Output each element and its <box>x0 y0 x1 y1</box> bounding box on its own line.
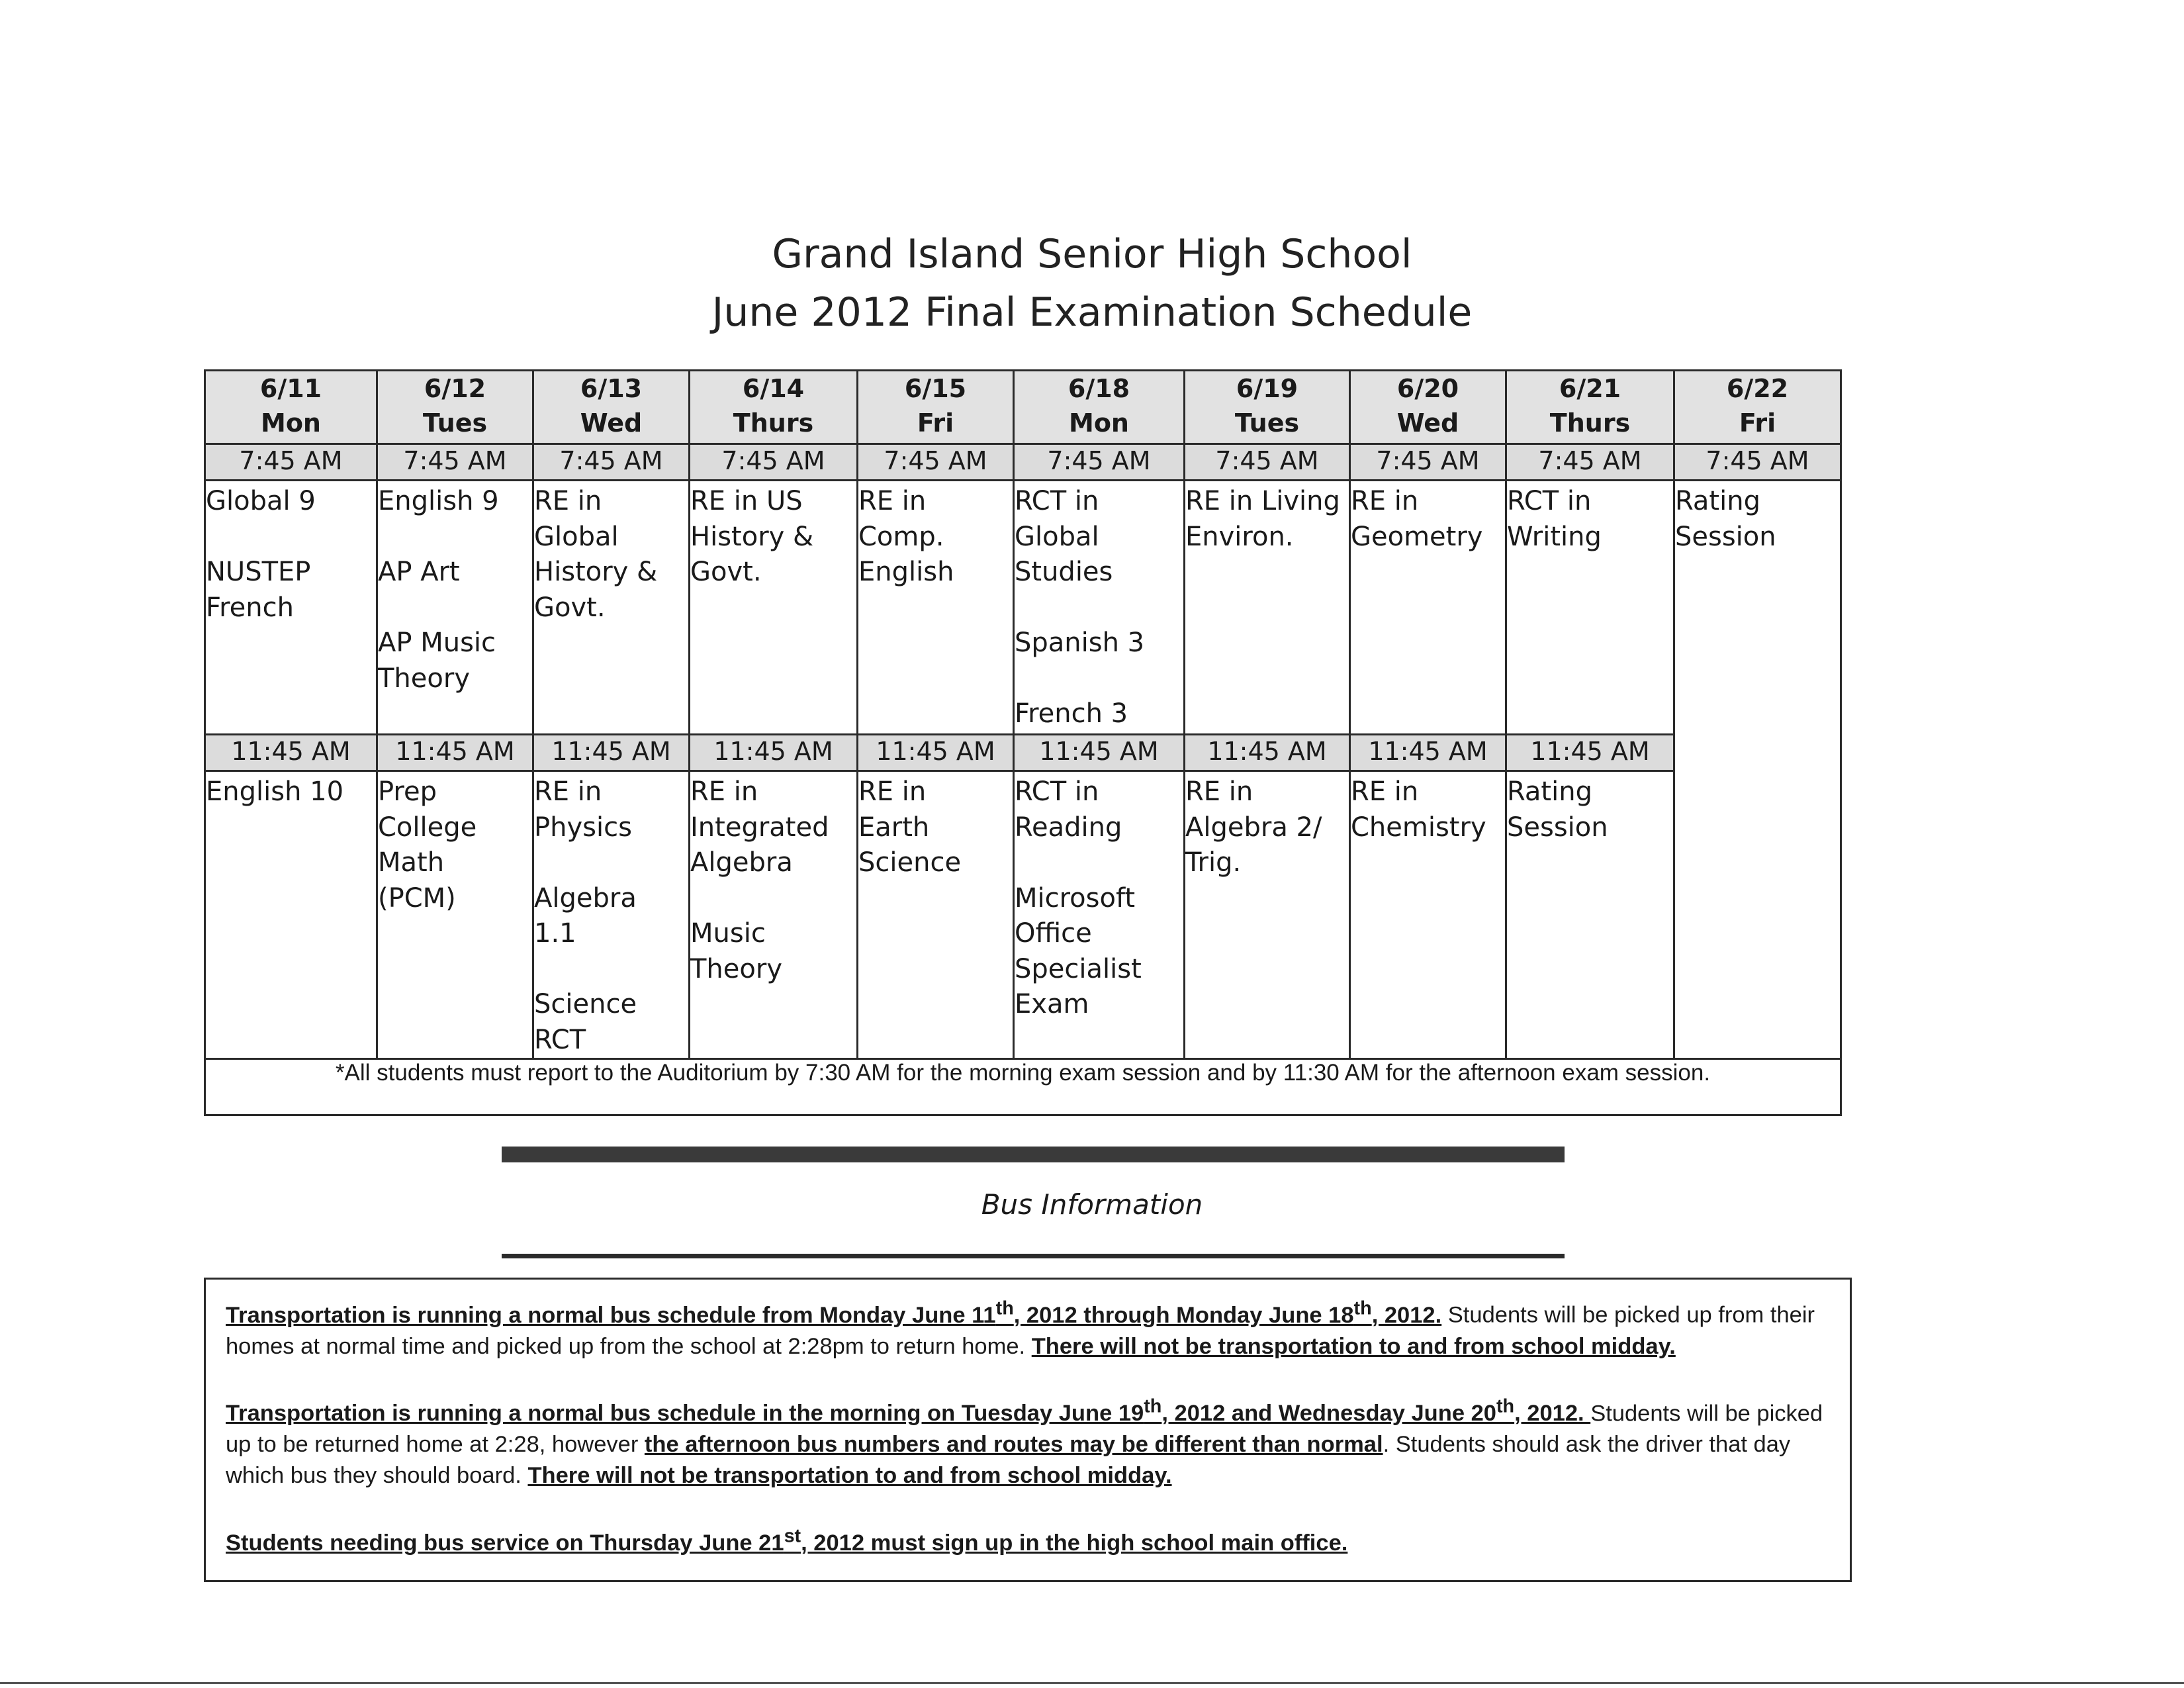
exam-cell <box>1185 771 1350 1059</box>
exam-entry: English 9 <box>378 486 499 516</box>
exam-entry: RE in Global History & Govt. <box>534 486 658 623</box>
afternoon-time: 11:45 AM <box>533 735 690 771</box>
exam-cell <box>205 481 377 735</box>
bus-emphasis: Transportation is running a normal bus schedule from Monday June 11th, 2012 through Monday June 18th, 2012. <box>226 1297 1442 1328</box>
exam-entry: Rating Session <box>1507 776 1608 843</box>
exam-cell <box>1350 481 1506 735</box>
bus-info-box <box>204 1278 1852 1582</box>
exam-cell <box>533 481 690 735</box>
note-row <box>205 1059 1841 1115</box>
afternoon-time: 11:45 AM <box>858 735 1014 771</box>
exam-cell <box>858 771 1014 1059</box>
bus-emphasis: Students needing bus service on Thursday June 21st, 2012 must sign up in the high school main office. <box>226 1525 1348 1556</box>
day-header: 6/12 Tues <box>377 371 533 444</box>
exam-entry: RE in Living Environ. <box>1185 486 1340 552</box>
exam-entry: AP Art <box>378 557 460 587</box>
exam-cell <box>1185 481 1350 735</box>
exam-entry: Science RCT <box>534 989 637 1055</box>
day-header: 6/21 Thurs <box>1506 371 1674 444</box>
bus-emphasis: There will not be transportation to and from school midday. <box>527 1463 1172 1488</box>
day-header: 6/20 Wed <box>1350 371 1506 444</box>
morning-time: 7:45 AM <box>1350 444 1506 481</box>
bus-emphasis: the afternoon bus numbers and routes may be different than normal <box>644 1432 1383 1457</box>
afternoon-time: 11:45 AM <box>690 735 858 771</box>
exam-entry: RCT in Writing <box>1507 486 1602 552</box>
page-subtitle: June 2012 Final Examination Schedule <box>711 289 1473 336</box>
afternoon-time: 11:45 AM <box>1350 735 1506 771</box>
exam-entry: RCT in Global Studies <box>1015 486 1113 587</box>
afternoon-exams-row <box>205 771 1841 1059</box>
bus-emphasis: Transportation is running a normal bus schedule in the morning on Tuesday June 19th, 2012 and Wednesday June 20th, 2012. <box>226 1395 1591 1426</box>
exam-cell <box>377 481 533 735</box>
morning-time: 7:45 AM <box>1674 444 1841 481</box>
exam-cell <box>1014 771 1185 1059</box>
morning-time: 7:45 AM <box>205 444 377 481</box>
exam-entry: Spanish 3 <box>1015 628 1145 658</box>
exam-entry: RE in Chemistry <box>1351 776 1486 843</box>
exam-cell <box>1506 481 1674 735</box>
bus-emphasis: There will not be transportation to and from school midday. <box>1031 1333 1676 1359</box>
afternoon-time-row <box>205 735 1841 771</box>
afternoon-time: 11:45 AM <box>1185 735 1350 771</box>
divider-bar <box>502 1254 1565 1258</box>
morning-exams-row <box>205 481 1841 735</box>
afternoon-time: 11:45 AM <box>1014 735 1185 771</box>
exam-entry: NUSTEP French <box>206 557 311 623</box>
day-header: 6/22 Fri <box>1674 371 1841 444</box>
exam-entry: RE in Geometry <box>1351 486 1483 552</box>
exam-cell <box>1674 481 1841 1059</box>
exam-entry: Global 9 <box>206 486 316 516</box>
morning-time: 7:45 AM <box>858 444 1014 481</box>
page-title: Grand Island Senior High School <box>772 231 1412 277</box>
morning-time-row <box>205 444 1841 481</box>
exam-cell <box>377 771 533 1059</box>
exam-entry: AP Music Theory <box>378 628 496 694</box>
exam-entry: RE in Integrated Algebra <box>690 776 829 878</box>
afternoon-time: 11:45 AM <box>205 735 377 771</box>
bus-info-heading: Bus Information <box>981 1188 1203 1221</box>
exam-entry: Algebra 1.1 <box>534 882 637 949</box>
exam-entry: Microsoft Office Specialist Exam <box>1015 882 1142 1019</box>
morning-time: 7:45 AM <box>1185 444 1350 481</box>
exam-cell <box>690 481 858 735</box>
exam-cell <box>533 771 690 1059</box>
afternoon-time: 11:45 AM <box>1506 735 1674 771</box>
exam-entry: French 3 <box>1015 698 1128 729</box>
bus-paragraph-2 <box>226 1391 1830 1492</box>
exam-entry: RE in US History & Govt. <box>690 486 814 587</box>
exam-entry: Rating Session <box>1675 486 1776 552</box>
exam-cell <box>1014 481 1185 735</box>
afternoon-time: 11:45 AM <box>377 735 533 771</box>
exam-entry: RE in Physics <box>534 776 632 843</box>
exam-entry: Music Theory <box>690 918 782 984</box>
day-header-row <box>205 371 1841 444</box>
morning-time: 7:45 AM <box>1506 444 1674 481</box>
exam-cell <box>690 771 858 1059</box>
bus-text: Students will be picked up to be returned home at 2:28, however <box>226 1401 1823 1457</box>
exam-entry: RE in Algebra 2/ Trig. <box>1185 776 1322 878</box>
morning-time: 7:45 AM <box>377 444 533 481</box>
exam-cell <box>1350 771 1506 1059</box>
day-header: 6/18 Mon <box>1014 371 1185 444</box>
bus-paragraph-1 <box>226 1293 1830 1362</box>
bus-paragraph-3 <box>226 1521 1830 1559</box>
divider-bar <box>502 1147 1565 1162</box>
bus-text: Students will be picked up from their homes at normal time and picked up from the school at 2:28pm to return home. <box>226 1302 1815 1359</box>
morning-time: 7:45 AM <box>690 444 858 481</box>
exam-entry: RCT in Reading <box>1015 776 1122 843</box>
exam-entry: RE in Earth Science <box>858 776 962 878</box>
exam-schedule-table <box>204 369 1842 1116</box>
day-header: 6/19 Tues <box>1185 371 1350 444</box>
morning-time: 7:45 AM <box>533 444 690 481</box>
page-edge-line <box>0 1682 2184 1684</box>
exam-entry: RE in Comp. English <box>858 486 954 587</box>
exam-entry: English 10 <box>206 776 344 807</box>
day-header: 6/15 Fri <box>858 371 1014 444</box>
morning-time: 7:45 AM <box>1014 444 1185 481</box>
exam-cell <box>858 481 1014 735</box>
exam-entry: Prep College Math (PCM) <box>378 776 477 914</box>
day-header: 6/11 Mon <box>205 371 377 444</box>
day-header: 6/13 Wed <box>533 371 690 444</box>
day-header: 6/14 Thurs <box>690 371 858 444</box>
exam-cell <box>205 771 377 1059</box>
exam-cell <box>1506 771 1674 1059</box>
bus-text: . Students should ask the driver that day which bus they should board. <box>226 1432 1791 1488</box>
report-time-note: *All students must report to the Auditorium by 7:30 AM for the morning exam session and by 11:30 AM for the afternoon exam session. <box>205 1059 1841 1115</box>
